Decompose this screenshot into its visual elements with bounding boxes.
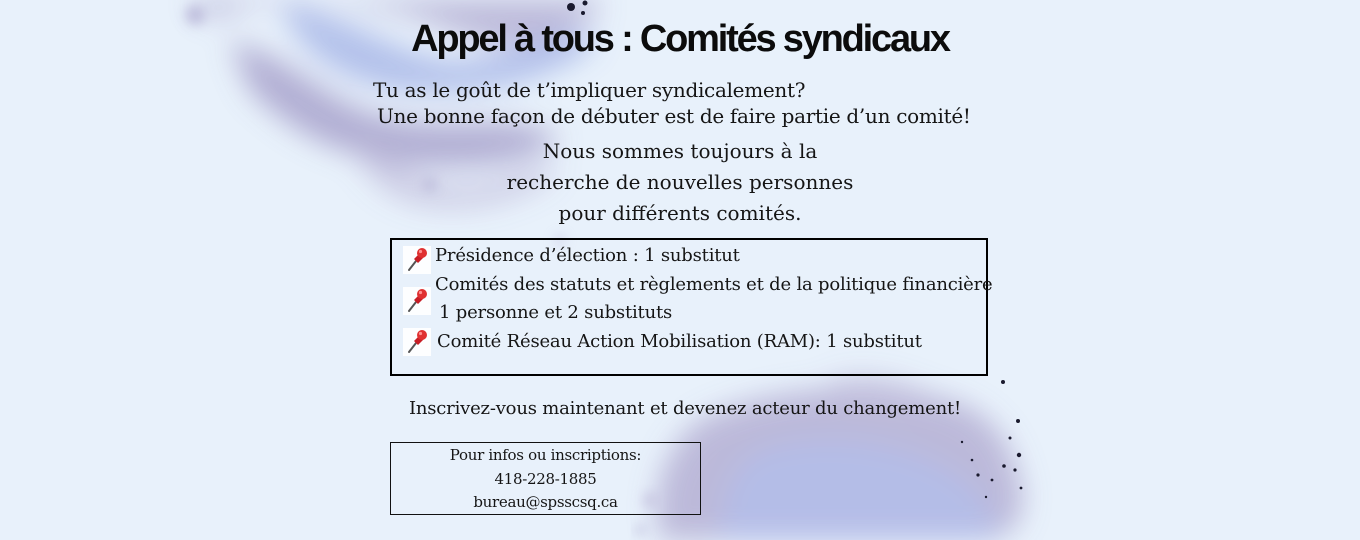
intro-question: Tu as le goût de t’impliquer syndicalement? (373, 78, 806, 102)
pushpin-icon (403, 246, 431, 274)
contact-phone[interactable]: 418-228-1885 (494, 469, 597, 488)
recruitment-paragraph (380, 136, 980, 229)
committee-item-statutes: Comités des statuts et règlements et de la politique financière (435, 274, 993, 295)
page-title: Appel à tous : Comités syndicaux (411, 18, 949, 60)
committee-item-ram: Comité Réseau Action Mobilisation (RAM): 1 substitut (437, 331, 922, 352)
paragraph-line: recherche de nouvelles personnes (506, 170, 854, 194)
pushpin-icon (403, 328, 431, 356)
pushpin-icon (403, 287, 431, 315)
contact-box (390, 442, 701, 515)
contact-heading: Pour infos ou inscriptions: (449, 446, 642, 464)
paragraph-line: pour différents comités. (558, 201, 802, 225)
call-to-action: Inscrivez-vous maintenant et devenez acteur du changement! (408, 398, 962, 419)
committee-item-statutes-detail: 1 personne et 2 substituts (439, 302, 673, 323)
paragraph-line: Nous sommes toujours à la (542, 139, 818, 163)
contact-email[interactable]: bureau@spsscsq.ca (473, 493, 618, 511)
committee-item-election: Présidence d’élection : 1 substitut (435, 245, 740, 266)
intro-statement: Une bonne façon de débuter est de faire partie d’un comité! (377, 104, 971, 128)
